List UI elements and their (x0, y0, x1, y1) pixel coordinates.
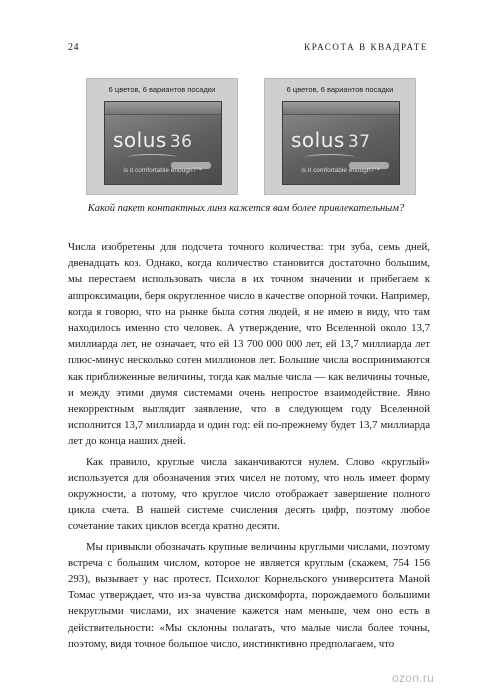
lens-box (104, 101, 222, 185)
page-header (68, 42, 428, 53)
box-tagline: is it comfortable enough?™ (123, 167, 203, 174)
brand-name: solus (291, 128, 345, 152)
box-lid (283, 102, 399, 115)
brand-logo (113, 128, 192, 152)
lens-package-figure-right (264, 78, 416, 195)
lens-package-figure-left (86, 78, 238, 195)
watermark: ozon.ru (392, 671, 435, 685)
swoosh-decoration (127, 154, 177, 161)
paragraph: Мы привыкли обозначать крупные величины круглыми числами, поэтому встреча с большим числом, которое не является круглым (скажем, 754 156 293), вызывает у нас протест. Психолог Корнельского университета Маной Томас утверждает, что из-за чувства дискомфорта, порождаемого большими некруглыми числами, их значение кажется нам меньше, чем оно есть в действительности: «Мы склонны полагать, что малые числа более точны, поэтому, видя точное большое число, инстинктивно предполагаем, что (68, 540, 430, 650)
swoosh-decoration (305, 154, 355, 161)
box-tagline: is it comfortable enough?™ (301, 167, 381, 174)
box-lid (105, 102, 221, 115)
page-number: 24 (68, 42, 79, 53)
paragraph: Числа изобретены для подсчета точного количества: три зуба, семь дней, двенадцать коз. Однако, когда количество становится достаточно большим, мы перестаем использовать числа в их точном значении и прибегаем к аппроксимации, беря округленное число в качестве опорной точки. Например, когда я говорю, что на рынке была сотня людей, я не имею в виду, что там находилось именно сто человек. А утверждение, что Вселенной около 13,7 миллиарда лет, не означает, что ей 13 700 000 000 лет, ей 13,7 миллиарда лет плюс-минус несколько сотен миллионов лет. Большие числа воспринимаются как приближенные величины, тогда как малые числа — как величины точные, и между этими двумя системами очень непростое взаимодействие. Явно некорректным выглядит заявление, что в следующем году Вселенной исполнится 13,7 миллиарда и один год: ей по-прежнему будет 13,7 миллиарда лет до конца наших дней. (68, 241, 430, 448)
figure-caption: Какой пакет контактных линз кажется вам более привлекательным? (87, 203, 405, 214)
brand-number: 37 (347, 132, 371, 152)
brand-logo (291, 128, 370, 152)
lens-box (282, 101, 400, 185)
figure-top-caption: 6 цветов, 6 вариантов посадки (108, 85, 216, 94)
figure-top-caption: 6 цветов, 6 вариантов посадки (286, 85, 394, 94)
paragraph: Как правило, круглые числа заканчиваются нулем. Слово «круглый» используется для обозначения этих чисел не потому, что ноль имеет форму окружности, а потому, что круглое число отображает завершение полного цикла счета. В нашей системе счисления десять цифр, поэтому любое сочетание таких циклов всегда кратно десяти. (68, 455, 430, 533)
body-text (68, 239, 430, 652)
running-title: КРАСОТА В КВАДРАТЕ (304, 42, 428, 52)
brand-number: 36 (169, 132, 193, 152)
brand-name: solus (113, 128, 167, 152)
